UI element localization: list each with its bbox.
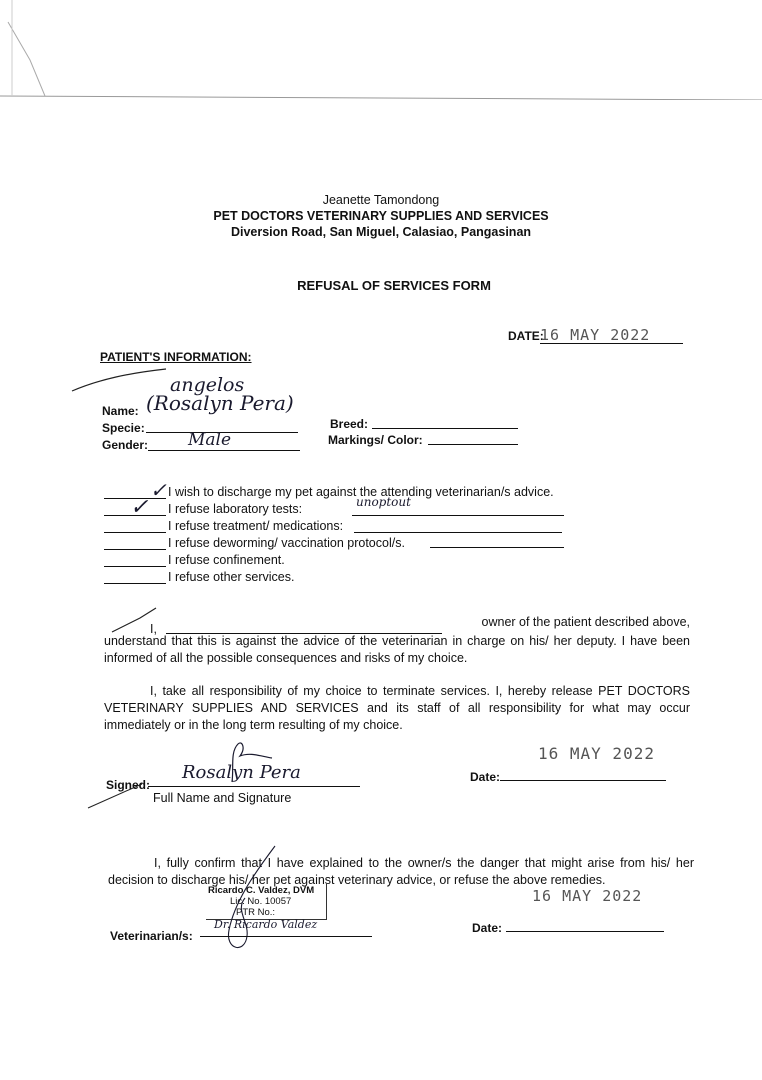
vet-date-label: Date: <box>472 921 503 935</box>
refusal-item-label: I refuse other services. <box>168 570 295 584</box>
pen-stroke <box>86 780 146 810</box>
refusal-checkbox-line[interactable] <box>104 566 166 567</box>
refusal-item-label: I refuse laboratory tests: <box>168 502 303 516</box>
vet-stamp-name: Ricardo C. Valdez, DVM <box>208 885 315 896</box>
refusal-item-confinement <box>102 552 572 569</box>
patient-section-title: PATIENT'S INFORMATION: <box>100 350 252 364</box>
refusal-checkbox-line[interactable] <box>104 583 166 584</box>
owner-date-field[interactable] <box>500 780 666 781</box>
gender-label: Gender: <box>102 438 149 452</box>
check-mark: ✓ <box>130 495 149 520</box>
statement-suffix: owner of the patient described above, <box>481 615 690 629</box>
refusal-note-field[interactable] <box>352 515 564 516</box>
gender-value-handwritten[interactable]: Male <box>188 430 232 450</box>
refusal-item-lab-tests <box>102 495 572 520</box>
form-title: REFUSAL OF SERVICES FORM <box>297 278 491 293</box>
vet-stamp-ptr: PTR No.: <box>236 907 276 918</box>
statement-prefix: I, <box>150 622 157 636</box>
signed-label: Signed: <box>106 778 150 792</box>
refusal-item-treatment <box>102 518 572 535</box>
refusal-item-label: I refuse deworming/ vaccination protocol/s. <box>168 536 405 550</box>
vet-stamp-lic: Lic. No. 10057 <box>230 896 292 907</box>
vet-signature[interactable]: Dr. Ricardo Valdez <box>214 918 318 931</box>
vet-date-stamp: 16 MAY 2022 <box>532 887 643 905</box>
confirm-text: I, fully confirm that I have explained to the owner/s the danger that might arise from his/ her decision to discharge his/ her pet against veterinary advice, or refuse the above remedies. <box>108 856 694 887</box>
release-text: I, take all responsibility of my choice to terminate services. I, hereby release PET DOCTORS VETERINARY SUPPLIES AND SERVICES and its staff of all responsibility for what may occur immediately or in the long term resulting of my choice. <box>104 684 690 732</box>
refusal-list <box>102 478 572 586</box>
statement-text: understand that this is against the advice of the veterinarian in charge on his/ her deputy. I have been informed of all the possible consequences and risks of my choice. <box>104 634 690 665</box>
owner-date-label: Date: <box>470 770 501 784</box>
check-mark: ✓ <box>150 478 167 502</box>
markings-field[interactable] <box>428 444 518 445</box>
name-label: Name: <box>102 404 139 418</box>
vet-label: Veterinarian/s: <box>110 929 193 943</box>
date-label: DATE: <box>508 329 544 343</box>
business-address: Diversion Road, San Miguel, Calasiao, Pangasinan <box>230 225 532 239</box>
patient-name-handwritten[interactable]: (Rosalyn Pera) <box>146 391 294 415</box>
refusal-item-label: I refuse treatment/ medications: <box>168 519 344 533</box>
patient-name-handwritten-top: angelos <box>170 374 245 396</box>
owner-date-stamp: 16 MAY 2022 <box>538 744 655 763</box>
owner-signature[interactable]: Rosalyn Pera <box>182 762 301 783</box>
refusal-note-field[interactable] <box>354 532 562 533</box>
vet-signature-flourish <box>205 840 325 960</box>
markings-label: Markings/ Color: <box>328 433 423 447</box>
refusal-item-label: I refuse confinement. <box>168 553 285 567</box>
specie-label: Specie: <box>102 421 145 435</box>
vet-date-field[interactable] <box>506 931 664 932</box>
business-name: PET DOCTORS VETERINARY SUPPLIES AND SERVICES <box>213 209 549 223</box>
date-stamp[interactable]: 16 MAY 2022 <box>540 326 651 344</box>
breed-field[interactable] <box>372 428 518 429</box>
refusal-item-label: I wish to discharge my pet against the attending veterinarian/s advice. <box>168 485 554 499</box>
refusal-note-handwritten: unoptout <box>356 495 411 509</box>
refusal-checkbox-line[interactable] <box>104 549 166 550</box>
refusal-checkbox-line[interactable] <box>104 532 166 533</box>
refusal-item-other <box>102 569 572 586</box>
signature-caption: Full Name and Signature <box>153 791 292 805</box>
refusal-item-deworming <box>102 535 572 552</box>
owner-name: Jeanette Tamondong <box>322 193 440 207</box>
refusal-note-field[interactable] <box>430 547 564 548</box>
letterhead <box>0 193 762 239</box>
scan-edge-artifact <box>0 0 762 100</box>
breed-label: Breed: <box>330 417 369 431</box>
